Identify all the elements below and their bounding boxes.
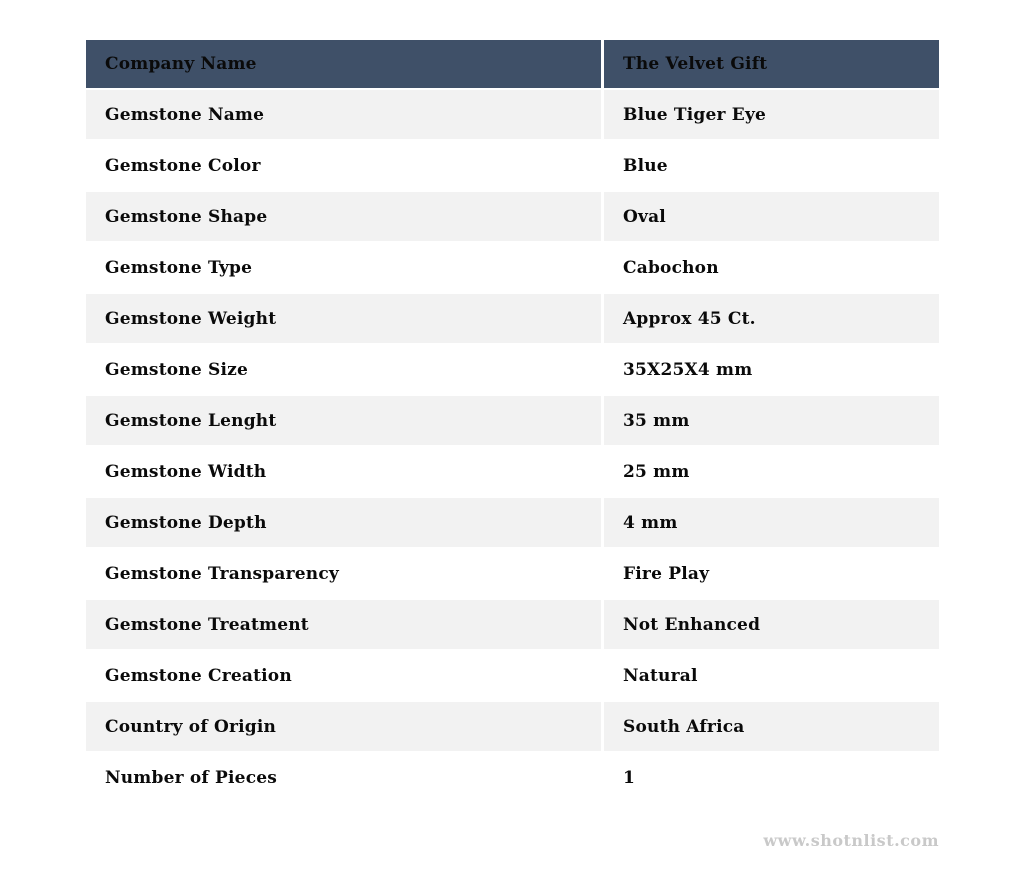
row-value: Cabochon [604, 243, 939, 292]
row-label: Gemstone Width [86, 447, 601, 496]
row-label: Country of Origin [86, 702, 601, 751]
row-value: Natural [604, 651, 939, 700]
row-value: 4 mm [604, 498, 939, 547]
row-value: 25 mm [604, 447, 939, 496]
row-label: Gemstone Depth [86, 498, 601, 547]
table-row [86, 600, 939, 649]
row-label: Gemstone Transparency [86, 549, 601, 598]
row-value: Fire Play [604, 549, 939, 598]
table-row [86, 243, 939, 292]
row-value: 35 mm [604, 396, 939, 445]
table-row [86, 498, 939, 547]
row-label: Gemstone Treatment [86, 600, 601, 649]
row-label: Gemstone Size [86, 345, 601, 394]
table-row [86, 192, 939, 241]
row-label: Gemstone Weight [86, 294, 601, 343]
table-row [86, 396, 939, 445]
row-value: 1 [604, 753, 939, 802]
table-row [86, 651, 939, 700]
row-label: Gemstone Creation [86, 651, 601, 700]
table-header-row [86, 40, 939, 88]
table-row [86, 90, 939, 139]
row-value: Oval [604, 192, 939, 241]
table-row [86, 345, 939, 394]
table-row [86, 753, 939, 802]
row-value: Not Enhanced [604, 600, 939, 649]
row-label: Gemstone Shape [86, 192, 601, 241]
table-row [86, 549, 939, 598]
row-label: Gemstone Name [86, 90, 601, 139]
row-value: South Africa [604, 702, 939, 751]
row-label: Gemstone Color [86, 141, 601, 190]
table-row [86, 141, 939, 190]
table-row [86, 702, 939, 751]
table-row [86, 294, 939, 343]
watermark-text: www.shotnlist.com [763, 831, 939, 850]
table-header-label: Company Name [86, 40, 601, 88]
row-value: Approx 45 Ct. [604, 294, 939, 343]
row-label: Gemstone Type [86, 243, 601, 292]
table-body [86, 90, 939, 802]
row-label: Gemstone Lenght [86, 396, 601, 445]
gemstone-spec-table [86, 40, 939, 804]
table-header-value: The Velvet Gift [604, 40, 939, 88]
row-label: Number of Pieces [86, 753, 601, 802]
row-value: 35X25X4 mm [604, 345, 939, 394]
table-row [86, 447, 939, 496]
row-value: Blue [604, 141, 939, 190]
row-value: Blue Tiger Eye [604, 90, 939, 139]
